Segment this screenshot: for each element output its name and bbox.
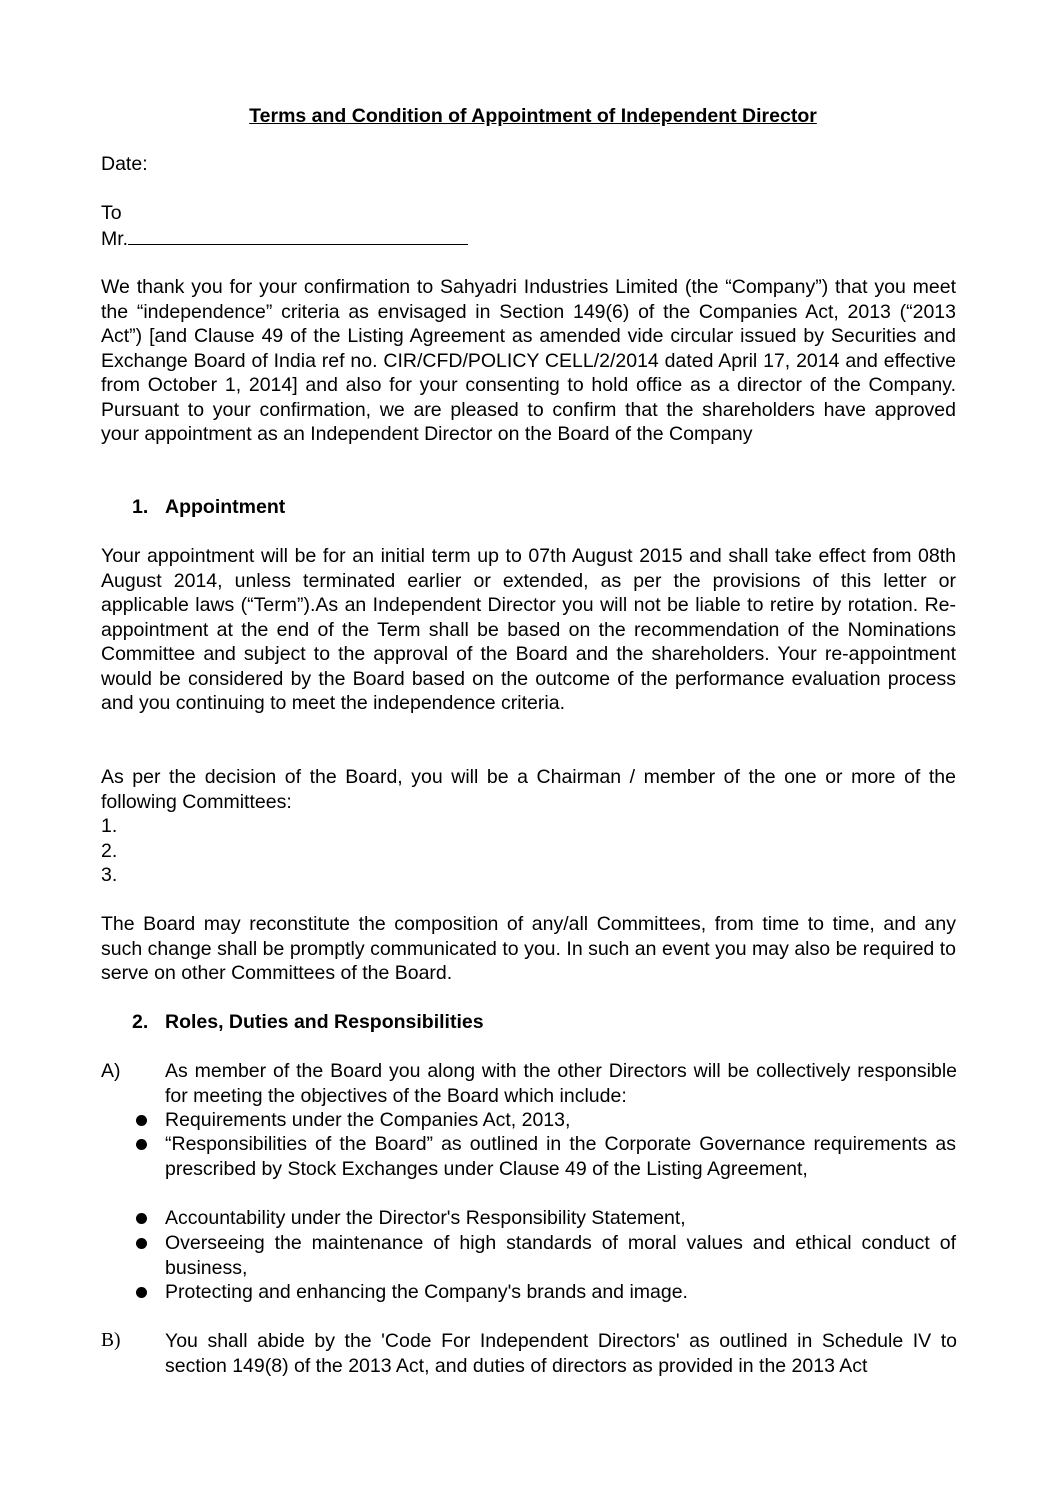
committee-list-item: 2. xyxy=(101,840,118,862)
bullet-icon xyxy=(136,1287,147,1298)
bullet-icon xyxy=(136,1238,147,1249)
addressee-line xyxy=(101,226,468,252)
section-2-heading xyxy=(132,1010,484,1035)
item-a-text: As member of the Board you along with the other Directors will be collectively responsible for meeting the objectives of the Board which include: xyxy=(165,1060,957,1107)
name-blank-line xyxy=(128,226,468,245)
bullet-text: Protecting and enhancing the Company's brands and image. xyxy=(165,1281,688,1303)
item-b-text: You shall abide by the 'Code For Independent Directors' as outlined in Schedule IV to section 149(8) of the 2013 Act, and duties of directors as provided in the 2013 Act xyxy=(165,1330,957,1377)
item-b xyxy=(101,1329,957,1378)
mr-label: Mr. xyxy=(101,228,129,250)
date-label: Date: xyxy=(101,153,148,175)
bullet-item xyxy=(133,1280,956,1305)
appointment-paragraph: Your appointment will be for an initial term up to 07th August 2015 and shall take effect from 08th August 2014, unless terminated earlier or extended, as per the provisions of this letter or applicable laws (“Term”).As an Independent Director you will not be liable to retire by rotation. Re-appointment at the end of the Term shall be based on the recommendation of the Nominations Committee and subject to the approval of the Board and the shareholders. Your re-appointment would be considered by the Board based on the outcome of the performance evaluation process and you continuing to meet the independence criteria. xyxy=(101,545,956,714)
section-1-number: 1. xyxy=(132,496,149,518)
item-b-label: B) xyxy=(101,1330,121,1351)
document-title: Terms and Condition of Appointment of Independent Director xyxy=(249,105,817,127)
to-label: To xyxy=(101,202,122,224)
bullet-text: Accountability under the Director's Responsibility Statement, xyxy=(165,1207,686,1229)
section-2-title: Roles, Duties and Responsibilities xyxy=(165,1011,484,1033)
section-1-heading xyxy=(132,495,285,520)
item-a xyxy=(101,1059,957,1108)
bullet-item xyxy=(133,1206,956,1231)
bullet-icon xyxy=(136,1115,147,1126)
intro-paragraph: We thank you for your confirmation to Sahyadri Industries Limited (the “Company”) that you meet the “independence” criteria as envisaged in Section 149(6) of the Companies Act, 2013 (“2013 Act”) [and Clause 49 of the Listing Agreement as amended vide circular issued by Securities and Exchange Board of India ref no. CIR/CFD/POLICY CELL/2/2014 dated April 17, 2014 and effective from October 1, 2014] and also for your consenting to hold office as a director of the Company. Pursuant to your confirmation, we are pleased to confirm that the shareholders have approved your appointment as an Independent Director on the Board of the Company xyxy=(101,276,956,445)
bullet-text: “Responsibilities of the Board” as outlined in the Corporate Governance requirements as prescribed by Stock Exchanges under Clause 49 of the Listing Agreement, xyxy=(165,1133,956,1180)
committees-paragraph: As per the decision of the Board, you will be a Chairman / member of the one or more of the following Committees: xyxy=(101,766,956,813)
committee-list-item: 3. xyxy=(101,864,118,886)
item-a-label: A) xyxy=(101,1060,121,1082)
section-1-title: Appointment xyxy=(165,496,286,518)
committee-list-item: 1. xyxy=(101,815,118,837)
reconstitute-paragraph: The Board may reconstitute the composition of any/all Committees, from time to time, and any such change shall be promptly communicated to you. In such an event you may also be required to serve on other Committees of the Board. xyxy=(101,913,956,984)
bullet-text: Requirements under the Companies Act, 2013, xyxy=(165,1109,571,1131)
bullet-item xyxy=(133,1132,956,1181)
bullet-item xyxy=(133,1231,956,1280)
bullet-item xyxy=(133,1108,956,1133)
bullet-icon xyxy=(136,1139,147,1150)
section-2-number: 2. xyxy=(132,1011,149,1033)
bullet-icon xyxy=(136,1213,147,1224)
bullet-text: Overseeing the maintenance of high standards of moral values and ethical conduct of business, xyxy=(165,1232,956,1279)
